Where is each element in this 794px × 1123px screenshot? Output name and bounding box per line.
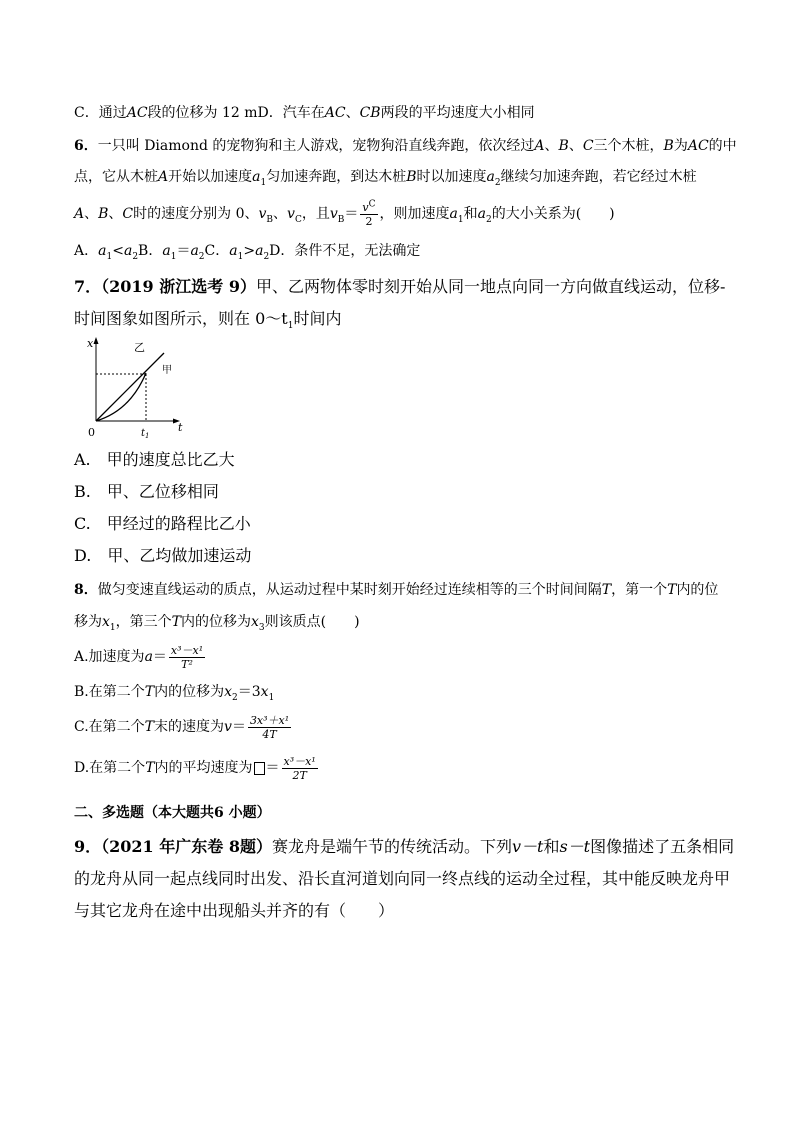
q6-line-2: 点，它从木桩A开始以加速度$a_1$匀加速奔跑，到达木桩B时以加速度$a_2$继续匀加速奔跑，若它经过木桩 (74, 169, 697, 188)
q9-line-3: 与其它龙舟在途中出现船头并齐的有（ ） (74, 901, 395, 920)
label-jia: 甲 (162, 365, 172, 376)
q8-line-1: 8．做匀变速直线运动的质点，从运动过程中某时刻开始经过连续相等的三个时间间隔T，第一个T内的位 (74, 582, 719, 598)
q6-line-3: A、B、C时的速度分别为 0、$v_B$、$v_C$，且$v_B=$ $\frac{v^C}{2}$ ，则加速度$a_1$和$a_2$的大小关系为( ) (74, 198, 615, 228)
q7-line-1: 7．（2019 浙江选考 9）甲、乙两物体零时刻开始从同一地点向同一方向做直线运动，位移- (74, 277, 726, 296)
origin-label: 0 (88, 426, 95, 439)
t1-label: $t_1$ (141, 428, 150, 440)
q7-option-c: C. 甲经过的路程比乙小 (74, 514, 251, 533)
q7-line-2: 时间图象如图所示，则在 $0\sim t_1$时间内 (74, 309, 342, 332)
label-yi: 乙 (134, 341, 145, 354)
q8-option-b: B.在第二个T内的位移为$x_2=3x_1$ (74, 684, 275, 703)
xt-graph (84, 333, 194, 441)
y-axis-arrow (94, 337, 99, 344)
q9-line-2: 的龙舟从同一起点线同时出发、沿长直河道划向同一终点线的运动全过程，其中能反映龙舟甲 (74, 869, 731, 888)
x-axis-label: t (178, 421, 183, 434)
q7-option-a: A. 甲的速度总比乙大 (74, 450, 235, 469)
q5-option-c: C．通过AC段的位移为 12 mD．汽车在AC、CB两段的平均速度大小相同 (74, 105, 535, 121)
line-jia (96, 353, 164, 421)
q8-option-d: D.在第二个T内的平均速度为 ＝ $\frac{\text{x³－x¹}}{2T}$ (74, 754, 316, 782)
q6-line-1: 6．一只叫 Diamond 的宠物狗和主人游戏，宠物狗沿直线奔跑，依次经过A、B、C三个木桩，B为AC的中 (74, 138, 737, 154)
q8-option-c: C.在第二个T末的速度为v＝ $\frac{\text{3x³＋x¹}}{4T}$ (74, 713, 290, 741)
q7-option-d: D. 甲、乙均做加速运动 (74, 546, 252, 565)
section-title: 二、多选题（本大题共6 小题） (74, 805, 271, 821)
q8-line-2: 移为$x_1$，第三个T内的位移为$x_3$则该质点( ) (74, 614, 360, 633)
q9-line-1: 9．（2021 年广东卷 8题）赛龙舟是端午节的传统活动。下列v－t和s－t图像描述了五条相同 (74, 837, 735, 856)
vb-fraction: $\frac{v^C}{2}$ (362, 198, 376, 228)
q6-options: A．$a_1<a_2B$．$a_1=a_2C$．$a_1>a_2D$．条件不足，无法确定 (74, 243, 421, 262)
q7-option-b: B. 甲、乙位移相同 (74, 482, 219, 501)
y-axis-label: x (87, 337, 94, 350)
q8-option-a: A.加速度为a＝ $\frac{\text{x³－x¹}}{\text{T²}}$ (74, 643, 204, 671)
placeholder-box (254, 762, 265, 775)
